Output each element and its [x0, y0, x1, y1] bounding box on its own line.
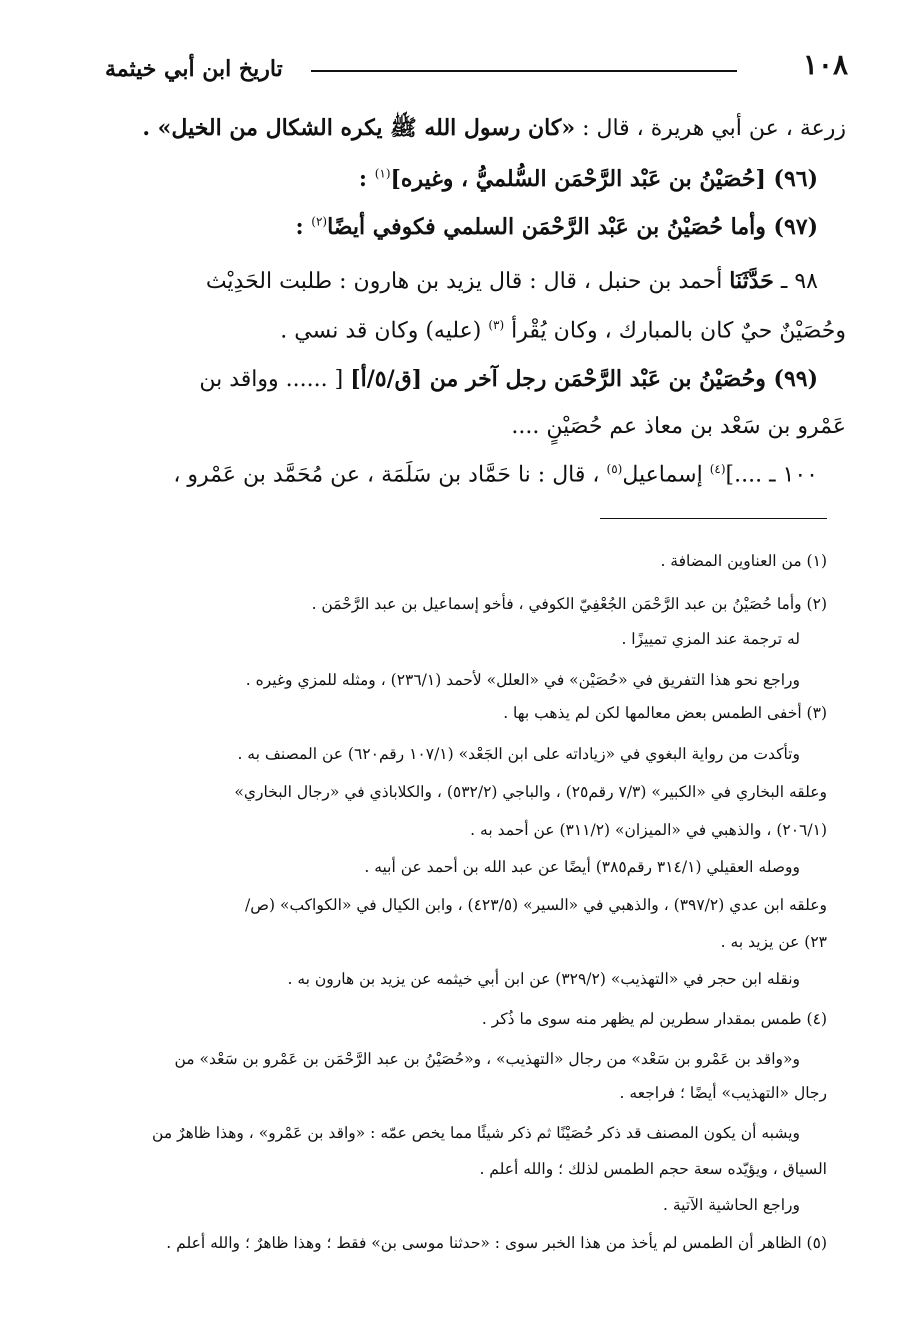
- footnote-4-line: و«واقد بن عَمْرو بن سَعْد» من رجال «التهذيب» ، و«حُصَيْنُ بن عبد الرَّحْمَن بن عَمْرو بن سَعْد» من: [174, 1050, 800, 1068]
- text-line-98-rest: أحمد بن حنبل ، قال : قال يزيد بن هارون : طلبت الحَدِيْث: [205, 269, 730, 294]
- hadith-number-98: ٩٨ ـ: [773, 269, 818, 294]
- footnote-3-line: وعلقه البخاري في «الكبير» (٧/٣ رقم٢٥) ، والباجي (٥٣٢/٢) ، والكلاباذي في «رجال البخاري»: [234, 783, 827, 801]
- heading-97-colon: :: [295, 214, 312, 240]
- heading-97: [295, 214, 818, 240]
- text-line-100-rest: ، قال : نا حَمَّاد بن سَلَمَة ، عن مُحَمَّد بن عَمْرو ،: [173, 462, 607, 488]
- footnote-4-line: السياق ، ويؤيّده سعة حجم الطمس لذلك ؛ والله أعلم .: [479, 1160, 827, 1178]
- footnote-4-line: ويشبه أن يكون المصنف قد ذكر حُصَيْنًا ثم ذكر شيئًا مما يخص عمّه : «واقد بن عَمْرو» ، وهذا ظاهرٌ من: [152, 1124, 800, 1142]
- hadith-number-100: ١٠٠ ـ ....]: [725, 462, 818, 488]
- text-line-98: [206, 268, 818, 294]
- haddathana-word: حَدَّثَنَا: [729, 268, 774, 294]
- heading-99: [199, 366, 818, 392]
- footnote-separator: [600, 518, 827, 519]
- hadith-quote: «كان رسول الله ﷺ يكره الشكال من الخيل» .: [142, 115, 576, 141]
- header-rule: [311, 70, 737, 72]
- book-title: تاريخ ابن أبي خيثمة: [105, 56, 283, 82]
- text-line-98b-end: (عليه) وكان قد نسي .: [280, 318, 489, 344]
- footnote-3-line: ٢٣) عن يزيد به .: [720, 933, 827, 951]
- page-number: ١٠٨: [802, 48, 848, 81]
- heading-99-rest: [ ...... وواقد بن: [199, 367, 351, 392]
- heading-96-colon: :: [358, 166, 375, 192]
- heading-99-text: (٩٩) وحُصَيْنُ بن عَبْد الرَّحْمَن رجل آخر من [ق/٥/أ]: [350, 366, 818, 392]
- heading-97-text: (٩٧) وأما حُصَيْنُ بن عَبْد الرَّحْمَن السلمي فكوفي أيضًا: [327, 214, 818, 240]
- footnote-2-line: له ترجمة عند المزي تمييزًا .: [621, 630, 800, 648]
- footnote-3: (٣) أخفى الطمس بعض معالمها لكن لم يذهب بها .: [503, 704, 827, 722]
- ismail-name: إسماعيل: [622, 462, 710, 488]
- text-line-1: [142, 114, 846, 146]
- text-line-99b: عَمْرو بن سَعْد بن معاذ عم حُصَيْنٍ ....: [511, 414, 846, 439]
- footnote-ref-1: (١): [374, 166, 391, 181]
- footnote-2: (٢) وأما حُصَيْنُ بن عبد الرَّحْمَن الجُعْفِيّ الكوفي ، فأخو إسماعيل بن عبد الرَّحْمَن .: [311, 595, 827, 613]
- footnote-ref-3: (٣): [488, 318, 505, 332]
- footnote-4-line: رجال «التهذيب» أيضًا ؛ فراجعه .: [619, 1084, 827, 1102]
- footnote-3-line: ونقله ابن حجر في «التهذيب» (٣٢٩/٢) عن ابن أبي خيثمه عن يزيد بن هارون به .: [287, 970, 800, 988]
- footnote-3-line: وتأكدت من رواية البغوي في «زياداته على ابن الجَعْد» (١٠٧/١ رقم٦٢٠) عن المصنف به .: [237, 745, 800, 763]
- heading-96: [359, 166, 818, 192]
- footnote-4-line: وراجع الحاشية الآتية .: [663, 1196, 800, 1214]
- footnote-ref-2: (٢): [311, 214, 328, 229]
- footnote-ref-5: (٥): [606, 462, 623, 476]
- footnote-3-line: (٢٠٦/١) ، والذهبي في «الميزان» (٣١١/٢) عن أحمد به .: [470, 821, 827, 839]
- footnote-ref-4: (٤): [709, 462, 726, 476]
- heading-96-text: (٩٦) [حُصَيْنُ بن عَبْد الرَّحْمَن السُّلميُّ ، وغيره]: [390, 166, 818, 192]
- text-line-98b: [280, 318, 846, 343]
- footnote-2-line: وراجع نحو هذا التفريق في «حُصَيْن» في «العلل» لأحمد (٢٣٦/١) ، ومثله للمزي وغيره .: [245, 671, 800, 689]
- text-line-1-start: زرعة ، عن أبي هريرة ، قال :: [575, 116, 846, 141]
- footnote-3-line: وعلقه ابن عدي (٣٩٧/٢) ، والذهبي في «السير» (٤٢٣/٥) ، وابن الكيال في «الكواكب» (ص/: [245, 896, 827, 914]
- footnote-3-line: ووصله العقيلي (٣١٤/١ رقم٣٨٥) أيضًا عن عبد الله بن أحمد عن أبيه .: [364, 858, 800, 876]
- footnote-4: (٤) طمس بمقدار سطرين لم يظهر منه سوى ما ذُكر .: [481, 1010, 827, 1028]
- text-line-98b-start: وحُصَيْنٌ حيٌ كان بالمبارك ، وكان يُقْرأ: [504, 318, 846, 344]
- footnote-5: (٥) الظاهر أن الطمس لم يأخذ من هذا الخبر سوى : «حدثنا موسى بن» فقط ؛ وهذا ظاهرٌ ؛ والله أعلم .: [166, 1234, 827, 1252]
- footnote-1: (١) من العناوين المضافة .: [660, 552, 827, 570]
- text-line-100: [173, 462, 818, 487]
